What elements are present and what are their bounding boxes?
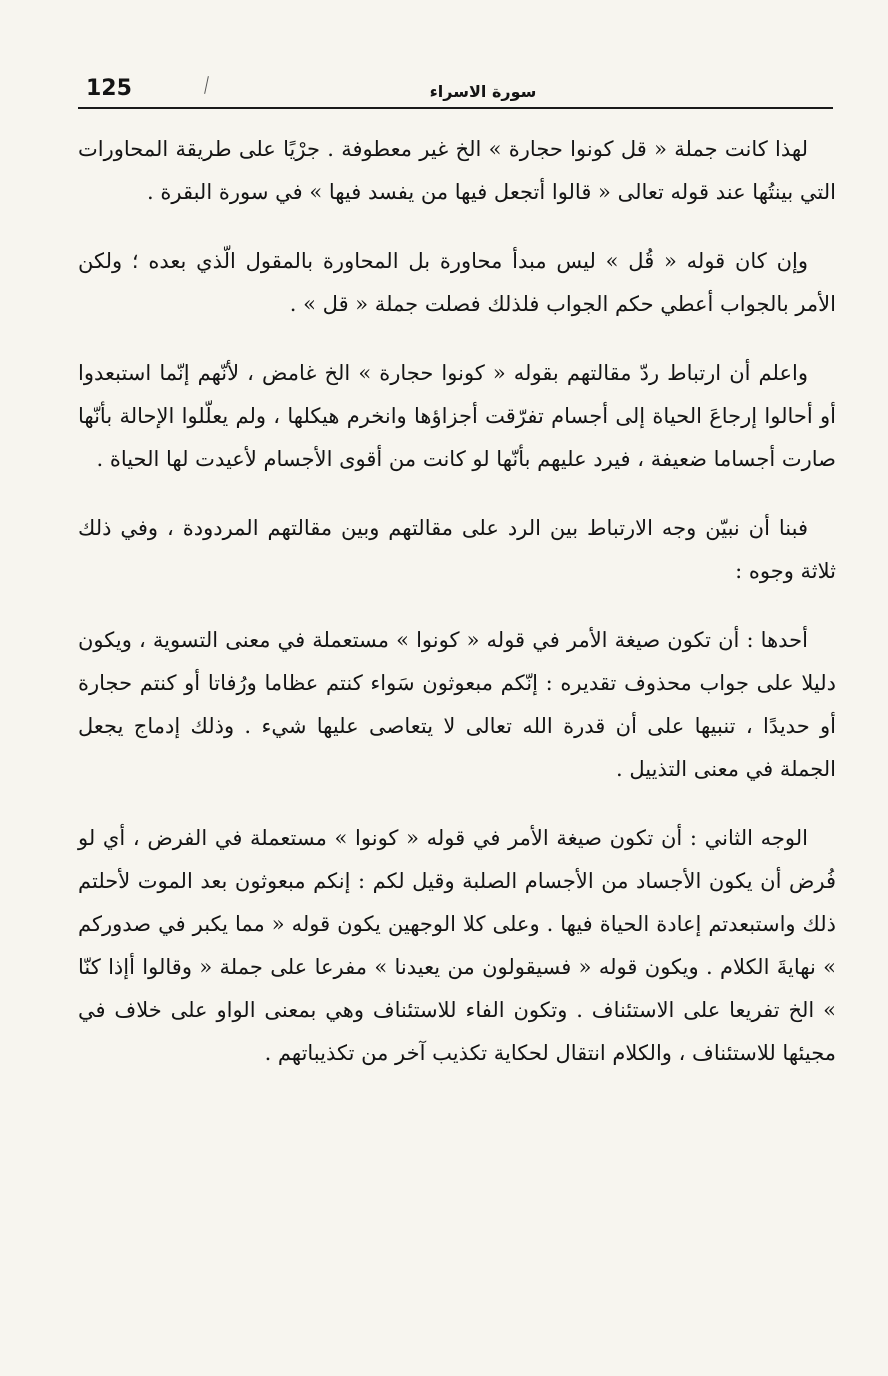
- header-rule: [78, 107, 833, 109]
- paragraph: أحدها : أن تكون صيغة الأمر في قوله « كونوا » مستعملة في معنى التسوية ، ويكون دليلا على جواب محذوف تقديره : إنّكم مبعوثون سَواء كنتم عظاما ورُفاتا أو كنتم حجارة أو حديدًا ، تنبيها على أن قدرة الله تعالى لا يتعاصى عليها شيء . وذلك إدماج يجعل الجملة في معنى التذييل .: [78, 628, 836, 781]
- body-text: [78, 128, 836, 1101]
- paragraph: فبنا أن نبيّن وجه الارتباط بين الرد على مقالتهم وبين مقالتهم المردودة ، وفي ذلك ثلاثة وجوه :: [78, 516, 836, 583]
- paragraph: لهذا كانت جملة « قل كونوا حجارة » الخ غير معطوفة . جرْيًا على طريقة المحاورات التي بينتُها عند قوله تعالى « قالوا أتجعل فيها من يفسد فيها » في سورة البقرة .: [78, 137, 836, 204]
- page-header: [78, 70, 833, 110]
- paragraph: واعلم أن ارتباط ردّ مقالتهم بقوله « كونوا حجارة » الخ غامض ، لأنّهم إنّما استبعدوا أو أحالوا إرجاعَ الحياة إلى أجسام تفرّقت أجزاؤها وانخرم هيكلها ، ولم يعلّلوا الإحالة بأنّها صارت أجساما ضعيفة ، فيرد عليهم بأنّها لو كانت من أقوى الأجسام لأعيدت لها الحياة .: [78, 361, 836, 471]
- margin-tick-mark: [204, 76, 209, 94]
- paragraph: الوجه الثاني : أن تكون صيغة الأمر في قوله « كونوا » مستعملة في الفرض ، أي لو فُرض أن يكون الأجساد من الأجسام الصلبة وقيل لكم : إنكم مبعوثون بعد الموت لأحلتم ذلك واستبعدتم إعادة الحياة فيها . وعلى كلا الوجهين يكون قوله « مما يكبر في صدوركم » نهايةَ الكلام . ويكون قوله « فسيقولون من يعيدنا » مفرعا على جملة « وقالوا أإذا كنّا » الخ تفريعا على الاستئناف . وتكون الفاء للاستئناف وهي بمعنى الواو على خلاف في مجيئها للاستئناف ، والكلام انتقال لحكاية تكذيب آخر من تكذيباتهم .: [78, 826, 836, 1065]
- page-number: 125: [86, 76, 132, 101]
- running-title: سورة الاسراء: [429, 82, 537, 101]
- paragraph: وإن كان قوله « قُل » ليس مبدأ محاورة بل المحاورة بالمقول الّذي بعده ؛ ولكن الأمر بالجواب أعطي حكم الجواب فلذلك فصلت جملة « قل » .: [78, 249, 836, 316]
